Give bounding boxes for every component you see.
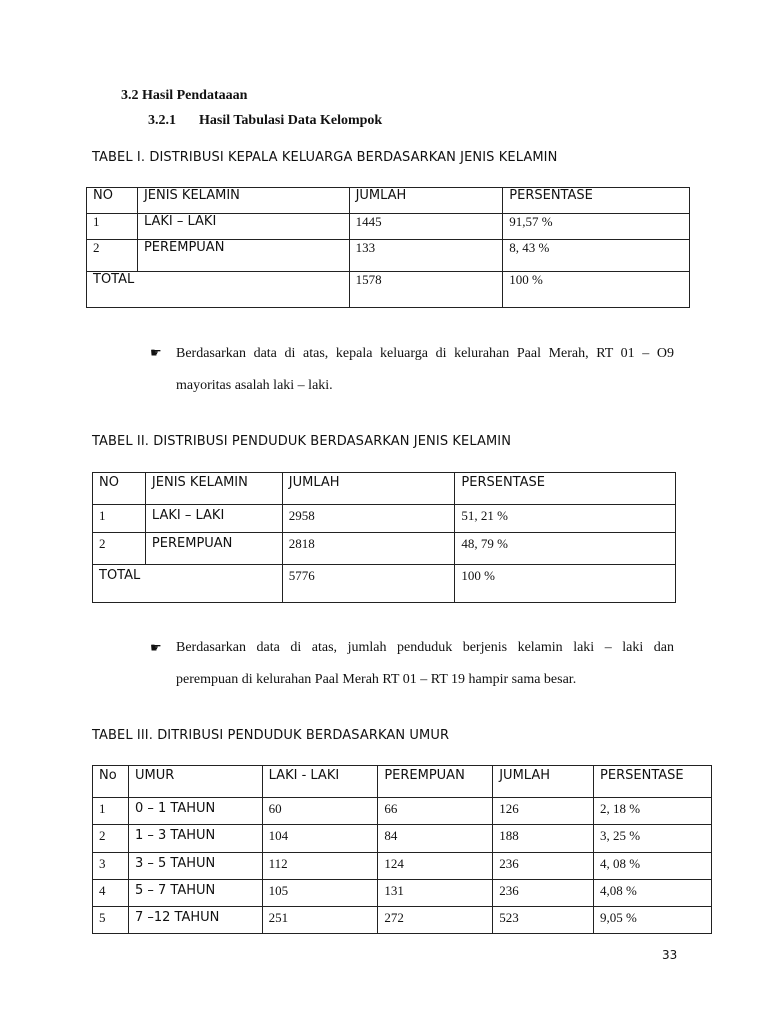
table1-cell-jenis-kelamin: LAKI – LAKI [137, 214, 349, 240]
table-row [87, 214, 690, 240]
table1-total-jumlah: 1578 [349, 272, 503, 308]
table3-cell-laki-laki: 112 [262, 853, 378, 880]
subsection-title: Hasil Tabulasi Data Kelompok [199, 113, 383, 128]
note1-line2: mayoritas asalah laki – laki. [176, 378, 333, 393]
table2-header-jumlah: JUMLAH [282, 473, 455, 505]
table3-cell-jumlah: 236 [493, 880, 594, 907]
table2 [92, 472, 676, 603]
table-row [93, 798, 712, 825]
table2-caption: TABEL II. DISTRIBUSI PENDUDUK BERDASARKAN JENIS KELAMIN [92, 434, 512, 449]
table3 [92, 765, 712, 934]
table1-total-row [87, 272, 690, 308]
table-row [93, 853, 712, 880]
table3-cell-laki-laki: 105 [262, 880, 378, 907]
table2-header-jenis-kelamin: JENIS KELAMIN [145, 473, 282, 505]
table1-cell-persentase: 91,57 % [503, 214, 690, 240]
table1-cell-jenis-kelamin: PEREMPUAN [137, 240, 349, 272]
table1-cell-no: 1 [87, 214, 138, 240]
table3-cell-jumlah: 188 [493, 825, 594, 853]
table3-header-umur: UMUR [128, 766, 262, 798]
table3-cell-laki-laki: 60 [262, 798, 378, 825]
table3-cell-perempuan: 272 [378, 907, 493, 934]
table2-total-jumlah: 5776 [282, 565, 455, 603]
table2-header-row [93, 473, 676, 505]
table3-cell-umur: 0 – 1 TAHUN [128, 798, 262, 825]
note1-line1: Berdasarkan data di atas, kepala keluarga di kelurahan Paal Merah, RT 01 – O9 [176, 346, 674, 361]
table-row [93, 825, 712, 853]
page-number: 33 [662, 948, 678, 962]
table1-caption: TABEL I. DISTRIBUSI KEPALA KELUARGA BERDASARKAN JENIS KELAMIN [92, 150, 558, 165]
subsection-heading [148, 113, 382, 129]
table-row [87, 240, 690, 272]
table1-header-jenis-kelamin: JENIS KELAMIN [137, 188, 349, 214]
table3-cell-no: 2 [93, 825, 129, 853]
table3-cell-jumlah: 236 [493, 853, 594, 880]
table2-total-row [93, 565, 676, 603]
table-row [93, 907, 712, 934]
table1-header-jumlah: JUMLAH [349, 188, 503, 214]
table1-cell-no: 2 [87, 240, 138, 272]
table1-cell-persentase: 8, 43 % [503, 240, 690, 272]
table1-header-row [87, 188, 690, 214]
table3-cell-umur: 1 – 3 TAHUN [128, 825, 262, 853]
table-row [93, 880, 712, 907]
table-row [93, 533, 676, 565]
table3-cell-persentase: 3, 25 % [594, 825, 712, 853]
table3-cell-umur: 3 – 5 TAHUN [128, 853, 262, 880]
table1 [86, 187, 690, 308]
table3-cell-laki-laki: 104 [262, 825, 378, 853]
section-number: 3.2 [121, 88, 139, 103]
table2-cell-jenis-kelamin: LAKI – LAKI [145, 505, 282, 533]
table2-cell-jumlah: 2818 [282, 533, 455, 565]
table3-caption: TABEL III. DITRIBUSI PENDUDUK BERDASARKAN UMUR [92, 728, 450, 743]
table2-total-label: TOTAL [93, 565, 283, 603]
table3-cell-perempuan: 131 [378, 880, 493, 907]
section-heading [121, 88, 247, 104]
table3-cell-no: 5 [93, 907, 129, 934]
section-title: Hasil Pendataaan [142, 88, 248, 103]
table2-total-persentase: 100 % [455, 565, 676, 603]
table2-cell-jenis-kelamin: PEREMPUAN [145, 533, 282, 565]
table3-cell-no: 4 [93, 880, 129, 907]
table3-cell-perempuan: 66 [378, 798, 493, 825]
table3-cell-no: 3 [93, 853, 129, 880]
table2-header-persentase: PERSENTASE [455, 473, 676, 505]
table2-cell-no: 1 [93, 505, 146, 533]
table3-cell-jumlah: 126 [493, 798, 594, 825]
note2-line2: perempuan di kelurahan Paal Merah RT 01 – RT 19 hampir sama besar. [176, 672, 577, 687]
table2-cell-persentase: 48, 79 % [455, 533, 676, 565]
pointing-hand-icon: ☛ [150, 640, 162, 655]
table3-header-perempuan: PEREMPUAN [378, 766, 493, 798]
table3-cell-persentase: 4,08 % [594, 880, 712, 907]
table3-cell-no: 1 [93, 798, 129, 825]
table3-header-laki-laki: LAKI - LAKI [262, 766, 378, 798]
table1-cell-jumlah: 133 [349, 240, 503, 272]
table1-total-persentase: 100 % [503, 272, 690, 308]
note2-paragraph [176, 632, 674, 696]
table1-cell-jumlah: 1445 [349, 214, 503, 240]
subsection-number: 3.2.1 [148, 113, 176, 128]
table2-cell-persentase: 51, 21 % [455, 505, 676, 533]
table-row [93, 505, 676, 533]
table2-cell-jumlah: 2958 [282, 505, 455, 533]
table3-cell-umur: 5 – 7 TAHUN [128, 880, 262, 907]
table2-cell-no: 2 [93, 533, 146, 565]
table3-cell-umur: 7 –12 TAHUN [128, 907, 262, 934]
table3-header-row [93, 766, 712, 798]
table3-cell-perempuan: 84 [378, 825, 493, 853]
table3-cell-persentase: 4, 08 % [594, 853, 712, 880]
table3-header-persentase: PERSENTASE [594, 766, 712, 798]
table3-cell-perempuan: 124 [378, 853, 493, 880]
table3-cell-persentase: 2, 18 % [594, 798, 712, 825]
table3-cell-laki-laki: 251 [262, 907, 378, 934]
note1-paragraph [176, 338, 674, 402]
table3-header-jumlah: JUMLAH [493, 766, 594, 798]
table2-header-no: NO [93, 473, 146, 505]
table3-cell-jumlah: 523 [493, 907, 594, 934]
note2-line1: Berdasarkan data di atas, jumlah penduduk berjenis kelamin laki – laki dan [176, 640, 674, 655]
pointing-hand-icon: ☛ [150, 345, 162, 360]
table1-header-persentase: PERSENTASE [503, 188, 690, 214]
table3-header-no: No [93, 766, 129, 798]
table3-cell-persentase: 9,05 % [594, 907, 712, 934]
table1-header-no: NO [87, 188, 138, 214]
table1-total-label: TOTAL [87, 272, 350, 308]
